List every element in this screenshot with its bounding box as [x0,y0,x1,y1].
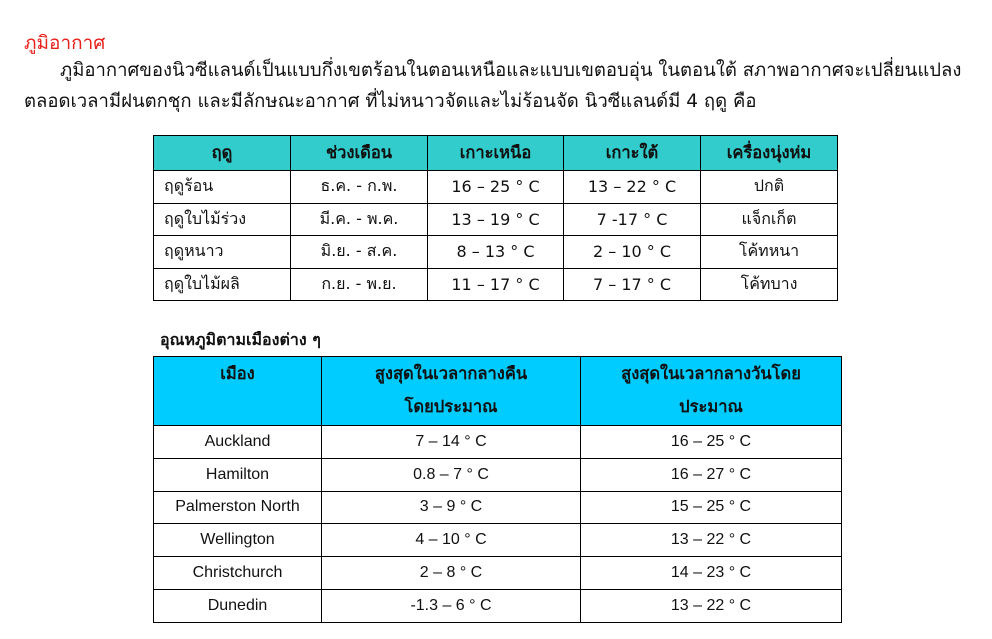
season-cell: ฤดูร้อน [154,171,291,204]
day-temp-cell: 13 – 22 ° C [581,524,842,557]
south-temp-cell: 7 – 17 ° C [564,268,701,301]
table-row [154,491,842,524]
city-cell: Dunedin [154,589,322,622]
header-day-max: สูงสุดในเวลากลางวันโดยประมาณ [581,357,842,426]
table-row [154,589,842,622]
header-north-island: เกาะเหนือ [428,136,564,171]
months-cell: มิ.ย. - ส.ค. [291,236,428,269]
header-season: ฤดู [154,136,291,171]
day-temp-cell: 15 – 25 ° C [581,491,842,524]
city-cell: Palmerston North [154,491,322,524]
night-temp-cell: -1.3 – 6 ° C [322,589,581,622]
section-heading: ภูมิอากาศ [24,32,106,54]
city-cell: Wellington [154,524,322,557]
clothing-cell: โค้ทบาง [701,268,838,301]
cities-table [153,356,842,623]
months-cell: ธ.ค. - ก.พ. [291,171,428,204]
months-cell: ก.ย. - พ.ย. [291,268,428,301]
north-temp-cell: 11 – 17 ° C [428,268,564,301]
clothing-cell: แจ็กเก็ต [701,203,838,236]
climate-paragraph-text: ภูมิอากาศของนิวซีแลนด์เป็นแบบกึ่งเขตร้อนในตอนเหนือและแบบเขตอบอุ่น ในตอนใต้ สภาพอากาศจะเปลี่ยนแปลง ตลอดเวลามีฝนตกชุก และมีลักษณะอากาศ ที่ไม่หนาวจัดและไม่ร้อนจัด นิวซีแลนด์มี 4 ฤดู คือ [24,60,962,112]
seasons-header-row [154,136,838,171]
header-south-island: เกาะใต้ [564,136,701,171]
table-row [154,171,838,204]
night-temp-cell: 7 – 14 ° C [322,426,581,459]
south-temp-cell: 7 -17 ° C [564,203,701,236]
city-cell: Hamilton [154,458,322,491]
day-temp-cell: 16 – 25 ° C [581,426,842,459]
season-cell: ฤดูหนาว [154,236,291,269]
night-temp-cell: 0.8 – 7 ° C [322,458,581,491]
header-months: ช่วงเดือน [291,136,428,171]
months-cell: มี.ค. - พ.ค. [291,203,428,236]
table-row [154,203,838,236]
header-night-max: สูงสุดในเวลากลางคืนโดยประมาณ [322,357,581,426]
header-city: เมือง [154,357,322,426]
city-cell: Christchurch [154,557,322,590]
north-temp-cell: 16 – 25 ° C [428,171,564,204]
cities-header-row [154,357,842,426]
south-temp-cell: 13 – 22 ° C [564,171,701,204]
header-clothing: เครื่องนุ่งห่ม [701,136,838,171]
climate-paragraph [24,55,974,117]
day-temp-cell: 16 – 27 ° C [581,458,842,491]
seasons-table [153,135,838,301]
clothing-cell: ปกติ [701,171,838,204]
table-row [154,268,838,301]
night-temp-cell: 3 – 9 ° C [322,491,581,524]
north-temp-cell: 8 – 13 ° C [428,236,564,269]
day-temp-cell: 14 – 23 ° C [581,557,842,590]
table-row [154,524,842,557]
south-temp-cell: 2 – 10 ° C [564,236,701,269]
table-row [154,557,842,590]
day-temp-cell: 13 – 22 ° C [581,589,842,622]
season-cell: ฤดูใบไม้ผลิ [154,268,291,301]
night-temp-cell: 2 – 8 ° C [322,557,581,590]
season-cell: ฤดูใบไม้ร่วง [154,203,291,236]
clothing-cell: โค้ทหนา [701,236,838,269]
table-row [154,458,842,491]
table-row [154,236,838,269]
night-temp-cell: 4 – 10 ° C [322,524,581,557]
cities-table-title: อุณหภูมิตามเมืองต่าง ๆ [160,330,321,349]
north-temp-cell: 13 – 19 ° C [428,203,564,236]
city-cell: Auckland [154,426,322,459]
table-row [154,426,842,459]
